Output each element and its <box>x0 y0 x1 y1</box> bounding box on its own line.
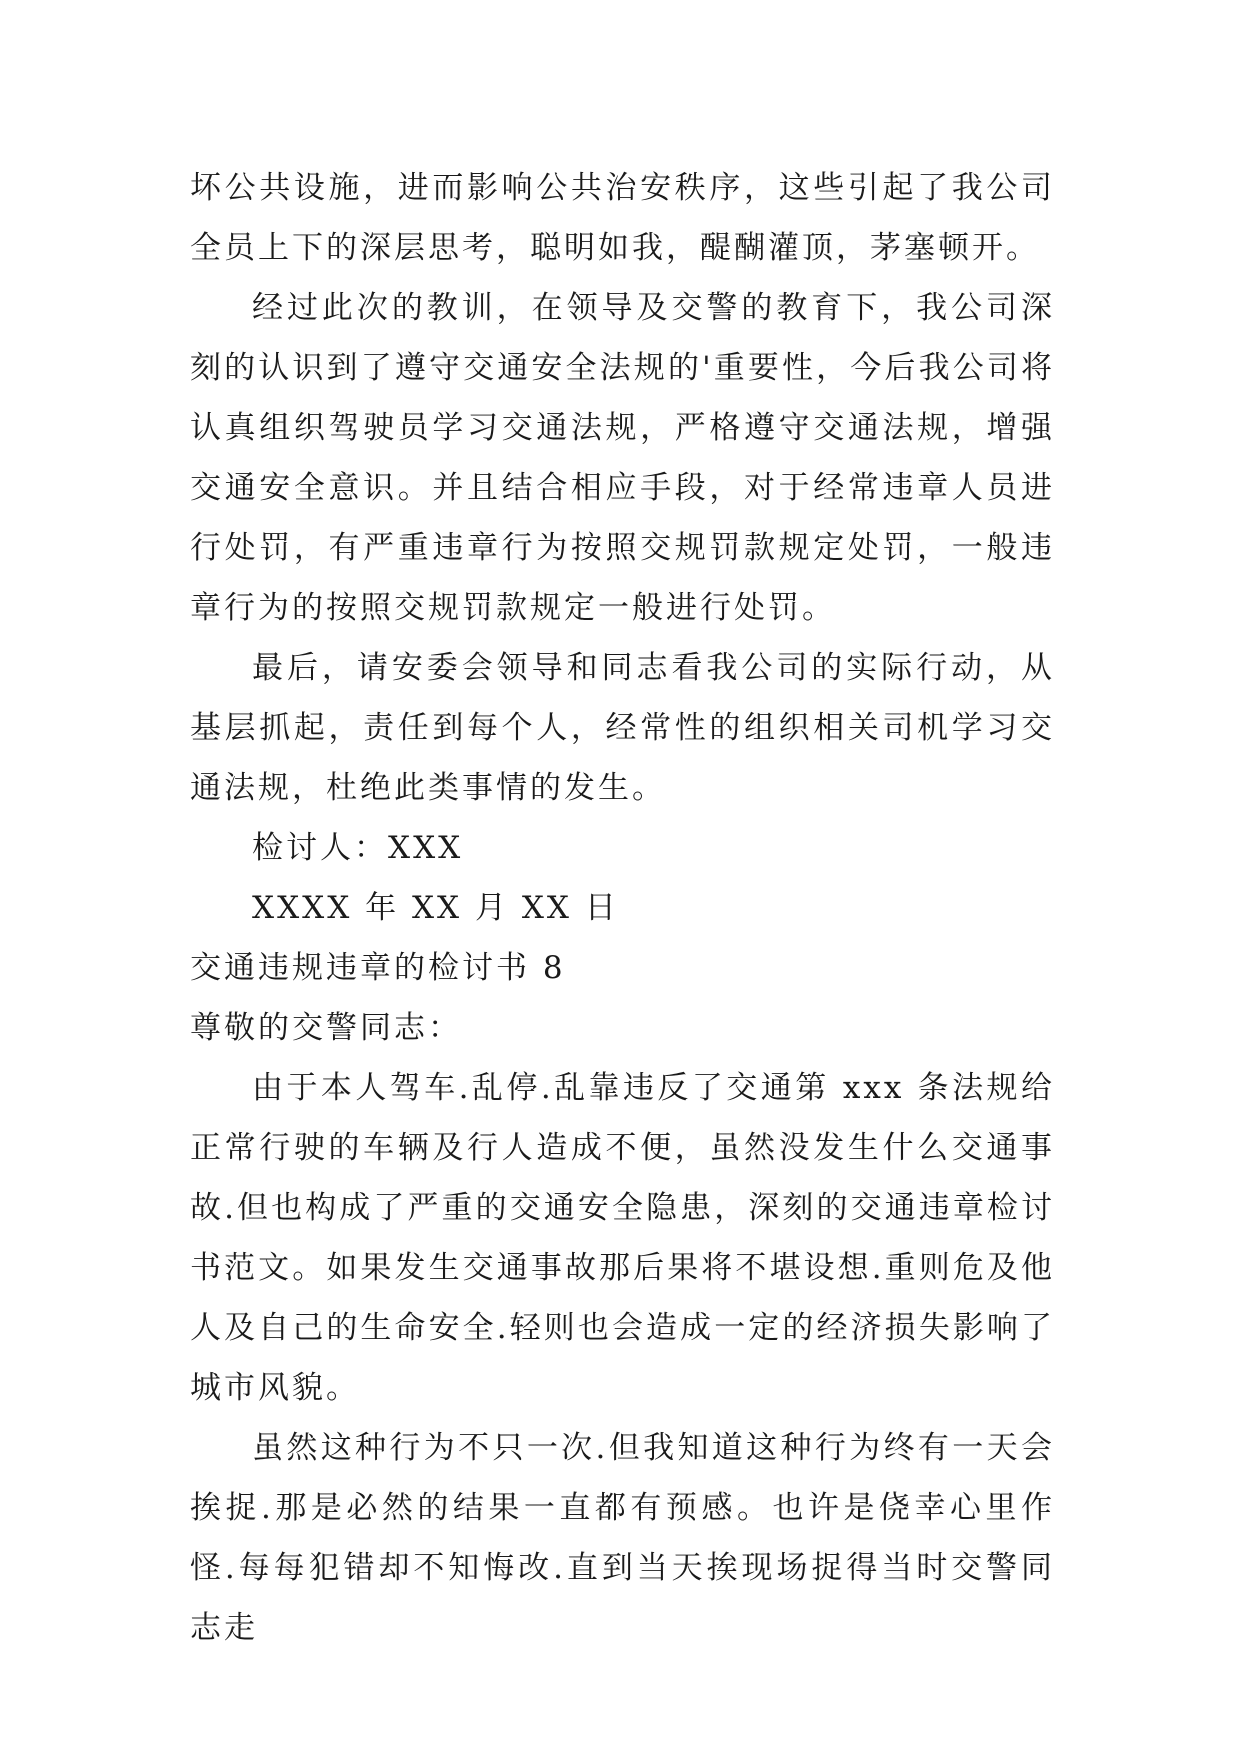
paragraph-continuation: 坏公共设施，进而影响公共治安秩序，这些引起了我公司全员上下的深层思考，聪明如我，醍醐灌顶，茅塞顿开。 <box>190 170 1055 266</box>
salutation: 尊敬的交警同志： <box>190 1010 462 1046</box>
section-title: 交通违规违章的检讨书 8 <box>190 950 566 986</box>
paragraph-closing: 最后，请安委会领导和同志看我公司的实际行动，从基层抓起，责任到每个人，经常性的组织相关司机学习交通法规，杜绝此类事情的发生。 <box>190 650 1055 806</box>
paragraph-lesson: 经过此次的教训，在领导及交警的教育下，我公司深刻的认识到了遵守交通安全法规的'重要性，今后我公司将认真组织驾驶员学习交通法规，严格遵守交通法规，增强交通安全意识。并且结合相应手段，对于经常违章人员进行处罚，有严重违章行为按照交规罚款规定处罚，一般违章行为的按照交规罚款规定一般进行处罚。 <box>190 290 1055 626</box>
paragraph-reflection: 虽然这种行为不只一次.但我知道这种行为终有一天会挨捉.那是必然的结果一直都有预感。也许是侥幸心里作怪.每每犯错却不知悔改.直到当天挨现场捉得当时交警同志走 <box>190 1430 1055 1646</box>
signer-line: 检讨人：XXX <box>252 830 464 866</box>
paragraph-violation: 由于本人驾车.乱停.乱靠违反了交通第 xxx 条法规给正常行驶的车辆及行人造成不便，虽然没发生什么交通事故.但也构成了严重的交通安全隐患，深刻的交通违章检讨书范文。如果发生交通事故那后果将不堪设想.重则危及他人及自己的生命安全.轻则也会造成一定的经济损失影响了城市风貌。 <box>190 1070 1055 1406</box>
date-line: XXXX 年 XX 月 XX 日 <box>252 890 619 926</box>
document-body <box>190 158 1055 1658</box>
